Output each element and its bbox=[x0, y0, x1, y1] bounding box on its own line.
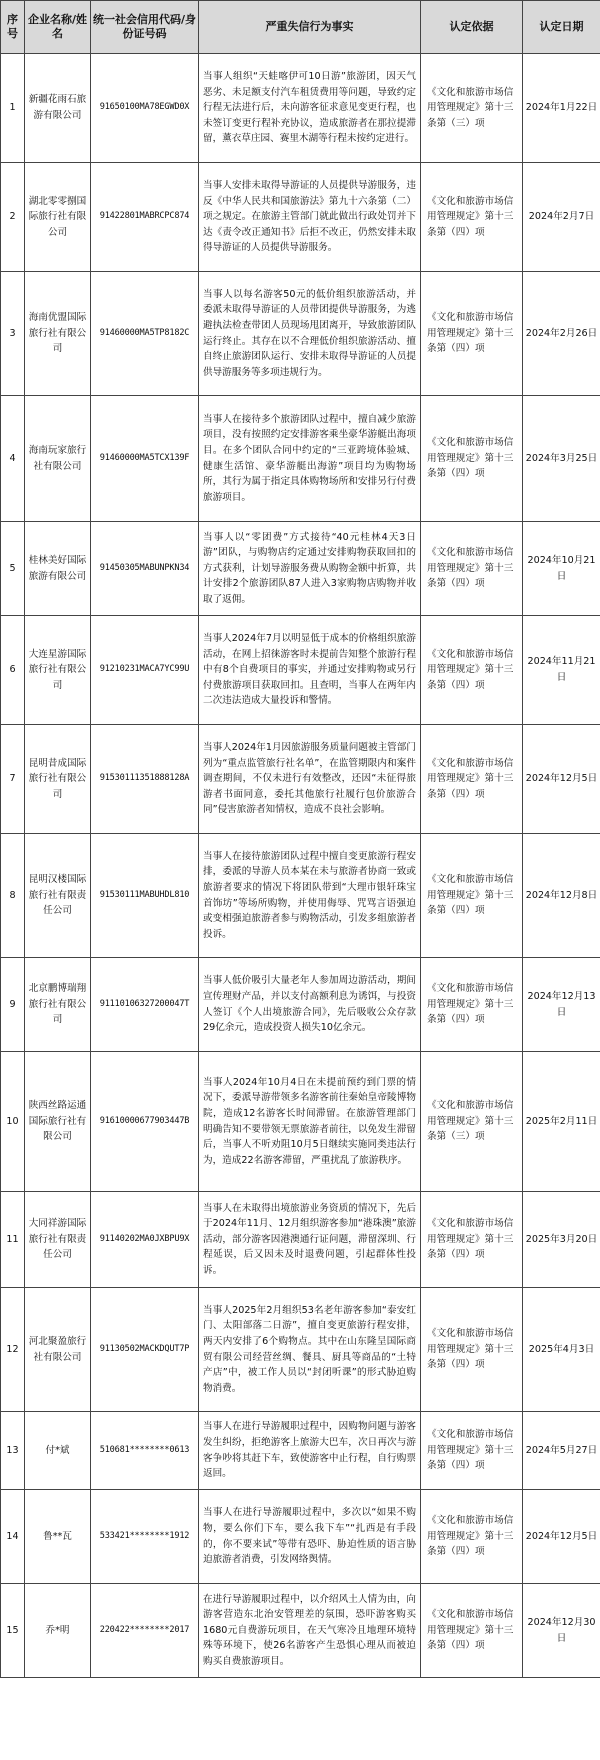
cell-fact: 当事人2025年2月组织53名老年游客参加“泰安红门、太阳部落二日游”，擅自变更旅游行程安排，两天内安排了6个购物点。其中在山东隆呈国际商贸有限公司经营丝绸、餐具、厨具等商品的“土特产店”中，被工作人员以“封闭听课”的形式胁迫购物消费。 bbox=[199, 1288, 421, 1412]
table-row bbox=[1, 1192, 600, 1288]
header-name: 企业名称/姓名 bbox=[25, 1, 91, 54]
cell-code: 91610000677903447B bbox=[91, 1052, 199, 1192]
cell-seq: 10 bbox=[1, 1052, 25, 1192]
cell-seq: 5 bbox=[1, 522, 25, 616]
cell-date: 2025年2月11日 bbox=[523, 1052, 600, 1192]
cell-seq: 7 bbox=[1, 725, 25, 834]
cell-date: 2025年4月3日 bbox=[523, 1288, 600, 1412]
table-row bbox=[1, 396, 600, 522]
cell-name: 海南玩家旅行社有限公司 bbox=[25, 396, 91, 522]
header-seq: 序号 bbox=[1, 1, 25, 54]
cell-date: 2024年2月7日 bbox=[523, 163, 600, 272]
cell-date: 2025年3月20日 bbox=[523, 1192, 600, 1288]
cell-name: 付*斌 bbox=[25, 1412, 91, 1490]
table-row bbox=[1, 1412, 600, 1490]
cell-basis: 《文化和旅游市场信用管理规定》第十三条第（四）项 bbox=[421, 272, 523, 396]
table-row bbox=[1, 54, 600, 163]
table-row bbox=[1, 522, 600, 616]
table-row bbox=[1, 163, 600, 272]
table-row bbox=[1, 1584, 600, 1678]
cell-basis: 《文化和旅游市场信用管理规定》第十三条第（四）项 bbox=[421, 522, 523, 616]
cell-seq: 14 bbox=[1, 1490, 25, 1584]
cell-date: 2024年5月27日 bbox=[523, 1412, 600, 1490]
cell-code: 533421********1912 bbox=[91, 1490, 199, 1584]
table-row bbox=[1, 1288, 600, 1412]
cell-seq: 15 bbox=[1, 1584, 25, 1678]
table-row bbox=[1, 616, 600, 725]
cell-basis: 《文化和旅游市场信用管理规定》第十三条第（四）项 bbox=[421, 1412, 523, 1490]
cell-fact: 当事人在接待旅游团队过程中擅自变更旅游行程安排，委派的导游人员本某在未与旅游者协商一致或旅游者要求的情况下将团队带到“大理市银轩珠宝首饰坊”等场所购物，并使用侮辱、咒骂言语强迫或变相强迫旅游者参与购物活动，引发多组旅游者投诉。 bbox=[199, 834, 421, 958]
cell-code: 91650100MA78EGWD0X bbox=[91, 54, 199, 163]
cell-code: 91140202MA0JXBPU9X bbox=[91, 1192, 199, 1288]
cell-name: 乔*明 bbox=[25, 1584, 91, 1678]
cell-fact: 当事人2024年1月因旅游服务质量问题被主管部门列为“重点监管旅行社名单”，在监管期限内和案件调查期间，不仅未进行有效整改，还因“未征得旅游者书面同意，委托其他旅行社履行包价旅游合同”侵害旅游者知情权，造成不良社会影响。 bbox=[199, 725, 421, 834]
cell-fact: 当事人安排未取得导游证的人员提供导游服务，违反《中华人民共和国旅游法》第九十六条第（二）项之规定。在旅游主管部门就此做出行政处罚并下达《责令改正通知书》后拒不改正，仍然安排未取得导游证的人员提供导游服务。 bbox=[199, 163, 421, 272]
cell-date: 2024年12月5日 bbox=[523, 1490, 600, 1584]
cell-date: 2024年1月22日 bbox=[523, 54, 600, 163]
cell-name: 新疆花雨石旅游有限公司 bbox=[25, 54, 91, 163]
cell-basis: 《文化和旅游市场信用管理规定》第十三条第（三）项 bbox=[421, 1052, 523, 1192]
cell-code: 91130502MACKDQUT7P bbox=[91, 1288, 199, 1412]
header-fact: 严重失信行为事实 bbox=[199, 1, 421, 54]
cell-basis: 《文化和旅游市场信用管理规定》第十三条第（四）项 bbox=[421, 958, 523, 1052]
cell-date: 2024年10月21日 bbox=[523, 522, 600, 616]
cell-fact: 当事人以“零团费”方式接待“40元桂林4天3日游”团队，与购物店约定通过安排购物获取回扣的方式获利，计划导游服务费从购物金额中折算，共计安排2个旅游团队87人进入3家购物店购物并收取了返佣。 bbox=[199, 522, 421, 616]
cell-basis: 《文化和旅游市场信用管理规定》第十三条第（四）项 bbox=[421, 163, 523, 272]
cell-date: 2024年2月26日 bbox=[523, 272, 600, 396]
cell-name: 昆明昔成国际旅行社有限公司 bbox=[25, 725, 91, 834]
cell-code: 91450305MABUNPKN34 bbox=[91, 522, 199, 616]
cell-fact: 当事人在接待多个旅游团队过程中，擅自减少旅游项目，没有按照约定安排游客乘坐豪华游艇出海项目。在多个团队合同中约定的“三亚跨境体验城、健康生活馆、豪华游艇出海游”项目均为购物场所，其行为属于指定具体购物场所和安排另行付费旅游项目。 bbox=[199, 396, 421, 522]
cell-fact: 在进行导游履职过程中，以介绍风土人情为由，向游客营造东北治安管理差的氛围，恐吓游客购买1680元自费游玩项目，在天气寒冷且地理环境特殊等环境下，使26名游客产生恐惧心理从而被迫购买自费旅游项目。 bbox=[199, 1584, 421, 1678]
cell-fact: 当事人在进行导游履职过程中，因购物问题与游客发生纠纷，拒绝游客上旅游大巴车，次日再次与游客争吵将其赶下车，致使游客中止行程，自行购票返回。 bbox=[199, 1412, 421, 1490]
table-row bbox=[1, 1490, 600, 1584]
table-row bbox=[1, 1052, 600, 1192]
cell-name: 鲁**瓦 bbox=[25, 1490, 91, 1584]
cell-code: 510681********0613 bbox=[91, 1412, 199, 1490]
cell-name: 湖北零零捌国际旅行社有限公司 bbox=[25, 163, 91, 272]
table-row bbox=[1, 834, 600, 958]
cell-basis: 《文化和旅游市场信用管理规定》第十三条第（四）项 bbox=[421, 396, 523, 522]
cell-code: 91530111MABUHDL810 bbox=[91, 834, 199, 958]
cell-fact: 当事人在未取得出境旅游业务资质的情况下，先后于2024年11月、12月组织游客参加“港珠澳”旅游活动，部分游客因港澳通行证问题，滞留深圳、行程延误，后又因未及时退费问题，引起群体性投诉。 bbox=[199, 1192, 421, 1288]
cell-code: 91460000MA5TCX139F bbox=[91, 396, 199, 522]
cell-name: 大连星游国际旅行社有限公司 bbox=[25, 616, 91, 725]
cell-seq: 9 bbox=[1, 958, 25, 1052]
cell-seq: 13 bbox=[1, 1412, 25, 1490]
cell-name: 北京鹏博瑞翔旅行社有限公司 bbox=[25, 958, 91, 1052]
cell-basis: 《文化和旅游市场信用管理规定》第十三条第（四）项 bbox=[421, 616, 523, 725]
header-row bbox=[1, 1, 600, 54]
cell-basis: 《文化和旅游市场信用管理规定》第十三条第（四）项 bbox=[421, 1584, 523, 1678]
cell-seq: 2 bbox=[1, 163, 25, 272]
header-code: 统一社会信用代码/身份证号码 bbox=[91, 1, 199, 54]
cell-name: 河北聚盈旅行社有限公司 bbox=[25, 1288, 91, 1412]
cell-fact: 当事人2024年7月以明显低于成本的价格组织旅游活动，在网上招徕游客时未提前告知整个旅游行程中有8个自费项目的事实，并通过安排购物或另行付费旅游项目获取回扣。且查明，当事人在两年内二次违法造成大量投诉和警情。 bbox=[199, 616, 421, 725]
cell-seq: 11 bbox=[1, 1192, 25, 1288]
cell-date: 2024年12月30日 bbox=[523, 1584, 600, 1678]
cell-fact: 当事人在进行导游履职过程中，多次以“如果不购物，要么你们下车，要么我下车”“扎西是有手段的，你不要来试”等带有恐吓、胁迫性质的语言胁迫旅游者消费，引发网络舆情。 bbox=[199, 1490, 421, 1584]
cell-name: 大同祥游国际旅行社有限责任公司 bbox=[25, 1192, 91, 1288]
cell-seq: 3 bbox=[1, 272, 25, 396]
cell-seq: 8 bbox=[1, 834, 25, 958]
cell-fact: 当事人低价吸引大量老年人参加周边游活动，期间宣传理财产品，并以支付高额利息为诱饵，与投资人签订《个人出境旅游合同》，先后吸收公众存款29亿余元，造成投资人损失10亿余元。 bbox=[199, 958, 421, 1052]
cell-seq: 12 bbox=[1, 1288, 25, 1412]
cell-name: 海南优盟国际旅行社有限公司 bbox=[25, 272, 91, 396]
cell-date: 2024年12月13日 bbox=[523, 958, 600, 1052]
cell-fact: 当事人组织“天蛙喀伊可10日游”旅游团，因天气恶劣、未足额支付汽车租赁费用等问题，导致约定行程无法进行后，未向游客征求意见变更行程，也未签订变更行程补充协议，造成旅游者在那拉提滞留，薰衣草庄园、赛里木湖等行程未按约定进行。 bbox=[199, 54, 421, 163]
header-basis: 认定依据 bbox=[421, 1, 523, 54]
cell-code: 91110106327200047T bbox=[91, 958, 199, 1052]
cell-name: 昆明汉楼国际旅行社有限责任公司 bbox=[25, 834, 91, 958]
cell-basis: 《文化和旅游市场信用管理规定》第十三条第（四）项 bbox=[421, 1490, 523, 1584]
cell-basis: 《文化和旅游市场信用管理规定》第十三条第（三）项 bbox=[421, 54, 523, 163]
cell-basis: 《文化和旅游市场信用管理规定》第十三条第（四）项 bbox=[421, 725, 523, 834]
header-date: 认定日期 bbox=[523, 1, 600, 54]
cell-seq: 6 bbox=[1, 616, 25, 725]
cell-seq: 1 bbox=[1, 54, 25, 163]
cell-name: 陕西丝路运通国际旅行社有限公司 bbox=[25, 1052, 91, 1192]
table-row bbox=[1, 958, 600, 1052]
cell-code: 91460000MA5TP8182C bbox=[91, 272, 199, 396]
table-row bbox=[1, 725, 600, 834]
cell-basis: 《文化和旅游市场信用管理规定》第十三条第（四）项 bbox=[421, 1192, 523, 1288]
cell-code: 91530111351888128A bbox=[91, 725, 199, 834]
cell-date: 2024年3月25日 bbox=[523, 396, 600, 522]
cell-fact: 当事人以每名游客50元的低价组织旅游活动，并委派未取得导游证的人员带团提供导游服务，为逃避执法检查带团人员现场甩团离开，导致旅游团队运行终止。其存在以不合理低价组织旅游活动、擅自终止旅游团队运行、安排未取得导游证的人员提供导游服务等多项违规行为。 bbox=[199, 272, 421, 396]
cell-code: 91210231MACA7YC99U bbox=[91, 616, 199, 725]
table-row bbox=[1, 272, 600, 396]
cell-fact: 当事人2024年10月4日在未提前预约到门票的情况下，委派导游带领多名游客前往秦始皇帝陵博物院，造成12名游客长时间滞留。在旅游管理部门明确告知不要带领无票旅游者前往，以免发生滞留后，当事人不听劝阻10月5日继续实施同类违法行为，造成22名游客滞留，严重扰乱了旅游秩序。 bbox=[199, 1052, 421, 1192]
cell-code: 91422801MABRCPC874 bbox=[91, 163, 199, 272]
cell-name: 桂林美好国际旅游有限公司 bbox=[25, 522, 91, 616]
cell-seq: 4 bbox=[1, 396, 25, 522]
cell-basis: 《文化和旅游市场信用管理规定》第十三条第（四）项 bbox=[421, 834, 523, 958]
cell-date: 2024年12月8日 bbox=[523, 834, 600, 958]
cell-code: 220422********2017 bbox=[91, 1584, 199, 1678]
cell-date: 2024年12月5日 bbox=[523, 725, 600, 834]
cell-date: 2024年11月21日 bbox=[523, 616, 600, 725]
cell-basis: 《文化和旅游市场信用管理规定》第十三条第（四）项 bbox=[421, 1288, 523, 1412]
